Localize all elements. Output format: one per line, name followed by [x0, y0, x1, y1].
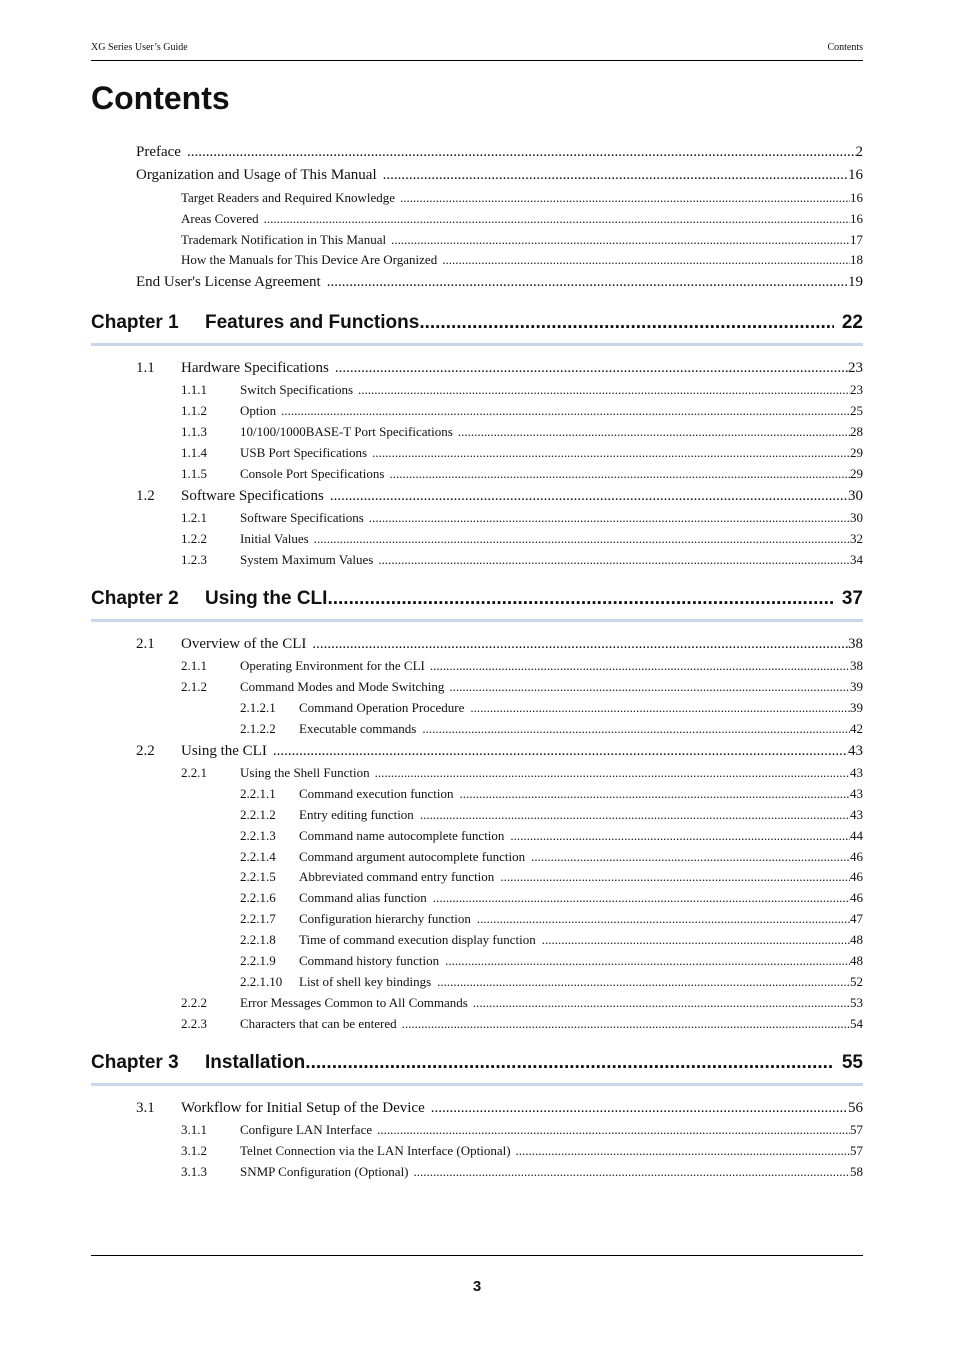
toc-entry-number: 2.2.1.9 — [240, 953, 276, 968]
toc-entry-title: Areas Covered — [181, 210, 259, 226]
dot-leader — [542, 930, 850, 951]
toc-entry-title: Time of command execution display function — [299, 932, 536, 948]
toc-entry-title: Command history function — [299, 953, 440, 968]
toc-entry-page: 52 — [850, 973, 863, 989]
toc-entry-title: Hardware Specifications — [181, 359, 329, 376]
dot-leader — [391, 230, 850, 251]
toc-entry[interactable] — [91, 485, 863, 508]
toc-entry-title: Preface — [136, 144, 181, 160]
toc-entry[interactable] — [91, 633, 863, 656]
dot-leader — [433, 888, 850, 909]
toc-entry[interactable] — [91, 230, 863, 251]
dot-leader — [420, 805, 850, 826]
toc-entry-page: 30 — [848, 487, 863, 504]
toc-entry-title: Command Operation Procedure — [299, 699, 465, 715]
toc-entry-page: 47 — [850, 911, 863, 927]
toc-entry-number: 2.2 — [136, 742, 155, 759]
toc-entry[interactable] — [91, 1097, 863, 1120]
chapter-heading[interactable] — [91, 1043, 863, 1086]
toc-entry-number: 1.1.4 — [181, 444, 207, 460]
toc-entry-number: 2.2.1.1 — [240, 785, 276, 801]
toc-entry-page: 39 — [850, 699, 863, 715]
toc-entry-number: 1.2.3 — [181, 551, 207, 567]
toc-entry[interactable] — [91, 763, 863, 784]
toc-entry[interactable] — [91, 698, 863, 719]
toc-entry-title: How the Manuals for This Device Are Organized — [181, 252, 438, 268]
toc-entry[interactable] — [91, 357, 863, 380]
toc-entry-number: 1.1.3 — [181, 423, 207, 439]
toc-entry-number: 1.1.2 — [181, 403, 207, 419]
toc-entry-page: 16 — [850, 210, 863, 226]
toc-entry-title: Command execution function — [299, 785, 454, 801]
toc-entry-page: 46 — [850, 890, 863, 906]
dot-leader — [402, 1014, 850, 1035]
toc-entry[interactable] — [91, 867, 863, 888]
toc-entry-title: Abbreviated command entry function — [299, 869, 495, 885]
toc-entry-page: 16 — [848, 167, 863, 184]
toc-entry[interactable] — [91, 930, 863, 951]
dot-leader — [330, 485, 848, 508]
toc-entry-number: 1.1 — [136, 359, 155, 376]
dot-leader — [458, 422, 850, 443]
toc-entry-number: 1.2 — [136, 487, 155, 504]
dot-leader — [460, 784, 850, 805]
toc-entry-title: Target Readers and Required Knowledge — [181, 189, 395, 205]
toc-entry[interactable] — [91, 826, 863, 847]
chapter-title: Using the CLI — [205, 587, 328, 609]
toc-entry-page: 38 — [848, 635, 863, 652]
toc-entry-title: List of shell key bindings — [299, 973, 432, 989]
toc-entry-number: 2.1.2.1 — [240, 699, 276, 715]
header-document-title: XG Series User’s Guide — [91, 42, 188, 53]
chapter-label: Chapter 2 — [91, 587, 179, 609]
toc-entry[interactable] — [91, 1120, 863, 1141]
dot-leader — [445, 951, 850, 972]
toc-entry-page: 57 — [850, 1121, 863, 1137]
toc-entry-page: 57 — [850, 1142, 863, 1158]
dot-leader — [372, 443, 850, 464]
dot-leader — [442, 250, 850, 271]
toc-entry-page: 16 — [850, 189, 863, 205]
toc-entry-number: 1.2.1 — [181, 509, 207, 525]
toc-entry-page: 30 — [850, 509, 863, 525]
dot-leader — [389, 464, 850, 485]
toc-entry-page: 34 — [850, 551, 863, 567]
toc-entry-page: 43 — [850, 764, 863, 780]
toc-entry[interactable] — [91, 422, 863, 443]
dot-leader — [422, 719, 850, 740]
chapter-page: 22 — [841, 311, 863, 333]
toc-entry-title: Console Port Specifications — [240, 465, 385, 481]
dot-leader — [516, 1141, 850, 1162]
dot-leader — [264, 209, 850, 230]
dot-leader — [531, 847, 850, 868]
toc-entry-number: 3.1.3 — [181, 1163, 207, 1179]
toc-entry[interactable] — [91, 1162, 863, 1183]
toc-entry-page: 42 — [850, 720, 863, 736]
dot-leader — [400, 188, 850, 209]
toc-entry-page: 43 — [848, 742, 863, 759]
toc-entry-page: 25 — [850, 403, 863, 419]
toc-entry[interactable] — [91, 550, 863, 571]
header-section-title: Contents — [827, 42, 863, 53]
toc-entry-number: 2.2.1.7 — [240, 911, 276, 927]
toc-entry-page: 54 — [850, 1015, 863, 1031]
dot-leader — [500, 867, 850, 888]
toc-entry-number: 3.1.2 — [181, 1142, 207, 1158]
dot-leader — [470, 698, 850, 719]
toc-entry-number: 3.1 — [136, 1099, 155, 1116]
toc-entry-number: 2.1.2.2 — [240, 720, 276, 736]
toc-entry[interactable] — [91, 401, 863, 422]
toc-entry-title: Command name autocomplete function — [299, 827, 505, 843]
dot-leader — [419, 303, 834, 343]
toc-entry-number: 2.2.1.5 — [240, 869, 276, 885]
toc-entry-page: 53 — [850, 994, 863, 1010]
toc-entry[interactable] — [91, 464, 863, 485]
toc-entry-page: 32 — [850, 530, 863, 546]
toc-entry[interactable] — [91, 209, 863, 230]
toc-entry-title: Overview of the CLI — [181, 635, 307, 652]
toc-entry-title: Initial Values — [240, 530, 309, 546]
dot-leader — [327, 579, 833, 619]
toc-entry-number: 1.2.2 — [181, 530, 207, 546]
toc-entry-title: Option — [240, 403, 277, 419]
toc-entry-number: 1.1.1 — [181, 382, 207, 398]
dot-leader — [327, 271, 848, 294]
toc-entry-title: Characters that can be entered — [240, 1015, 397, 1031]
toc-entry-title: Telnet Connection via the LAN Interface (Optional) — [240, 1142, 511, 1158]
toc-entry-title: System Maximum Values — [240, 551, 374, 567]
dot-leader — [510, 826, 850, 847]
toc-entry-number: 2.1.1 — [181, 658, 207, 674]
toc-entry-title: Software Specifications — [181, 487, 324, 504]
toc-entry-number: 2.2.3 — [181, 1015, 207, 1031]
dot-leader — [378, 550, 850, 571]
toc-entry-title: Workflow for Initial Setup of the Device — [181, 1099, 425, 1116]
toc-entry-title: Trademark Notification in This Manual — [181, 231, 387, 247]
dot-leader — [430, 656, 850, 677]
dot-leader — [273, 740, 848, 763]
page-title: Contents — [91, 80, 230, 116]
chapter-title: Installation — [205, 1051, 306, 1073]
toc-entry-title: Command alias function — [299, 890, 427, 906]
toc-entry-page: 29 — [850, 444, 863, 460]
toc-entry[interactable] — [91, 529, 863, 550]
dot-leader — [414, 1162, 850, 1183]
toc-entry-number: 2.1 — [136, 635, 155, 652]
toc-entry[interactable] — [91, 250, 863, 271]
dot-leader — [375, 763, 850, 784]
chapter-page: 55 — [841, 1051, 863, 1073]
toc-entry[interactable] — [91, 805, 863, 826]
toc-entry-page: 43 — [850, 806, 863, 822]
toc-entry[interactable] — [91, 888, 863, 909]
dot-leader — [431, 1097, 848, 1120]
toc-entry-title: Organization and Usage of This Manual — [136, 167, 377, 184]
toc-entry-title: Executable commands — [299, 720, 417, 736]
toc-entry[interactable] — [91, 271, 863, 294]
toc-entry-number: 2.2.1.6 — [240, 890, 276, 906]
toc-entry[interactable] — [91, 141, 863, 164]
toc-entry-page: 23 — [850, 382, 863, 398]
toc-entry-page: 17 — [850, 231, 863, 247]
toc-entry-number: 2.2.1.8 — [240, 932, 276, 948]
toc-entry[interactable] — [91, 719, 863, 740]
page-header — [91, 42, 863, 61]
toc-entry-page: 29 — [850, 465, 863, 481]
toc-entry[interactable] — [91, 951, 863, 972]
dot-leader — [449, 677, 850, 698]
toc-entry-number: 2.2.1.2 — [240, 806, 276, 822]
dot-leader — [358, 380, 850, 401]
toc-entry-title: Command argument autocomplete function — [299, 848, 526, 864]
toc-entry-page: 28 — [850, 423, 863, 439]
toc-entry-number: 2.1.2 — [181, 678, 207, 694]
dot-leader — [305, 1043, 834, 1083]
toc-entry[interactable] — [91, 1014, 863, 1035]
toc-entry-title: USB Port Specifications — [240, 444, 368, 460]
page-number: 3 — [472, 1278, 482, 1295]
chapter-heading[interactable] — [91, 579, 863, 622]
toc-entry-page: 44 — [850, 827, 863, 843]
chapter-title: Features and Functions — [205, 311, 420, 333]
toc-entry[interactable] — [91, 508, 863, 529]
toc-entry-title: SNMP Configuration (Optional) — [240, 1163, 409, 1179]
toc-entry[interactable] — [91, 909, 863, 930]
dot-leader — [377, 1120, 850, 1141]
toc-entry[interactable] — [91, 1141, 863, 1162]
toc-entry-page: 18 — [850, 252, 863, 268]
chapter-label: Chapter 3 — [91, 1051, 179, 1073]
toc-entry-title: Switch Specifications — [240, 382, 354, 398]
toc-entry-page: 48 — [850, 953, 863, 968]
toc-entry-title: Entry editing function — [299, 806, 414, 822]
toc-entry-number: 2.2.1 — [181, 764, 207, 780]
toc-entry-page: 38 — [850, 658, 863, 674]
toc-entry[interactable] — [91, 188, 863, 209]
toc-entry-number: 2.2.1.10 — [240, 973, 283, 989]
toc-entry[interactable] — [91, 740, 863, 763]
toc-entry[interactable] — [91, 784, 863, 805]
toc-entry-title: Operating Environment for the CLI — [240, 658, 425, 674]
dot-leader — [437, 972, 850, 993]
toc-entry-title: End User's License Agreement — [136, 274, 321, 291]
toc-entry-page: 48 — [850, 932, 863, 948]
toc-entry-number: 1.1.5 — [181, 465, 207, 481]
dot-leader — [312, 633, 848, 656]
toc-entry-number: 2.2.2 — [181, 994, 207, 1010]
dot-leader — [335, 357, 848, 380]
page-footer — [91, 1255, 863, 1295]
chapter-heading[interactable] — [91, 303, 863, 346]
dot-leader — [383, 164, 848, 187]
toc-entry-title: 10/100/1000BASE-T Port Specifications — [240, 423, 453, 439]
toc-entry[interactable] — [91, 972, 863, 993]
toc-entry-title: Using the CLI — [181, 742, 267, 759]
toc-entry-page: 46 — [850, 869, 863, 885]
toc-entry[interactable] — [91, 656, 863, 677]
dot-leader — [473, 993, 850, 1014]
toc-entry[interactable] — [91, 847, 863, 868]
toc-entry-title: Error Messages Common to All Commands — [240, 994, 468, 1010]
toc-entry[interactable] — [91, 164, 863, 187]
toc-entry[interactable] — [91, 993, 863, 1014]
dot-leader — [369, 508, 850, 529]
toc-entry-number: 3.1.1 — [181, 1121, 207, 1137]
toc-entry-number: 2.2.1.4 — [240, 848, 276, 864]
toc-entry-page: 46 — [850, 848, 863, 864]
toc-entry-page: 43 — [850, 785, 863, 801]
toc-entry-title: Using the Shell Function — [240, 764, 370, 780]
table-of-contents — [91, 141, 863, 1183]
chapter-label: Chapter 1 — [91, 311, 179, 333]
dot-leader — [281, 401, 850, 422]
chapter-page: 37 — [841, 587, 863, 609]
toc-entry-page: 23 — [848, 359, 863, 376]
toc-entry-title: Configuration hierarchy function — [299, 911, 471, 927]
toc-entry-number: 2.2.1.3 — [240, 827, 276, 843]
toc-entry-page: 56 — [848, 1099, 863, 1116]
dot-leader — [314, 529, 850, 550]
toc-entry[interactable] — [91, 443, 863, 464]
dot-leader — [187, 141, 856, 164]
toc-entry-title: Command Modes and Mode Switching — [240, 678, 445, 694]
toc-entry-page: 58 — [850, 1163, 863, 1179]
toc-entry-page: 19 — [848, 274, 863, 291]
toc-entry[interactable] — [91, 380, 863, 401]
toc-entry-title: Software Specifications — [240, 509, 364, 525]
toc-entry-page: 39 — [850, 678, 863, 694]
toc-entry-page: 2 — [855, 144, 863, 160]
dot-leader — [477, 909, 850, 930]
toc-entry[interactable] — [91, 677, 863, 698]
toc-entry-title: Configure LAN Interface — [240, 1121, 373, 1137]
